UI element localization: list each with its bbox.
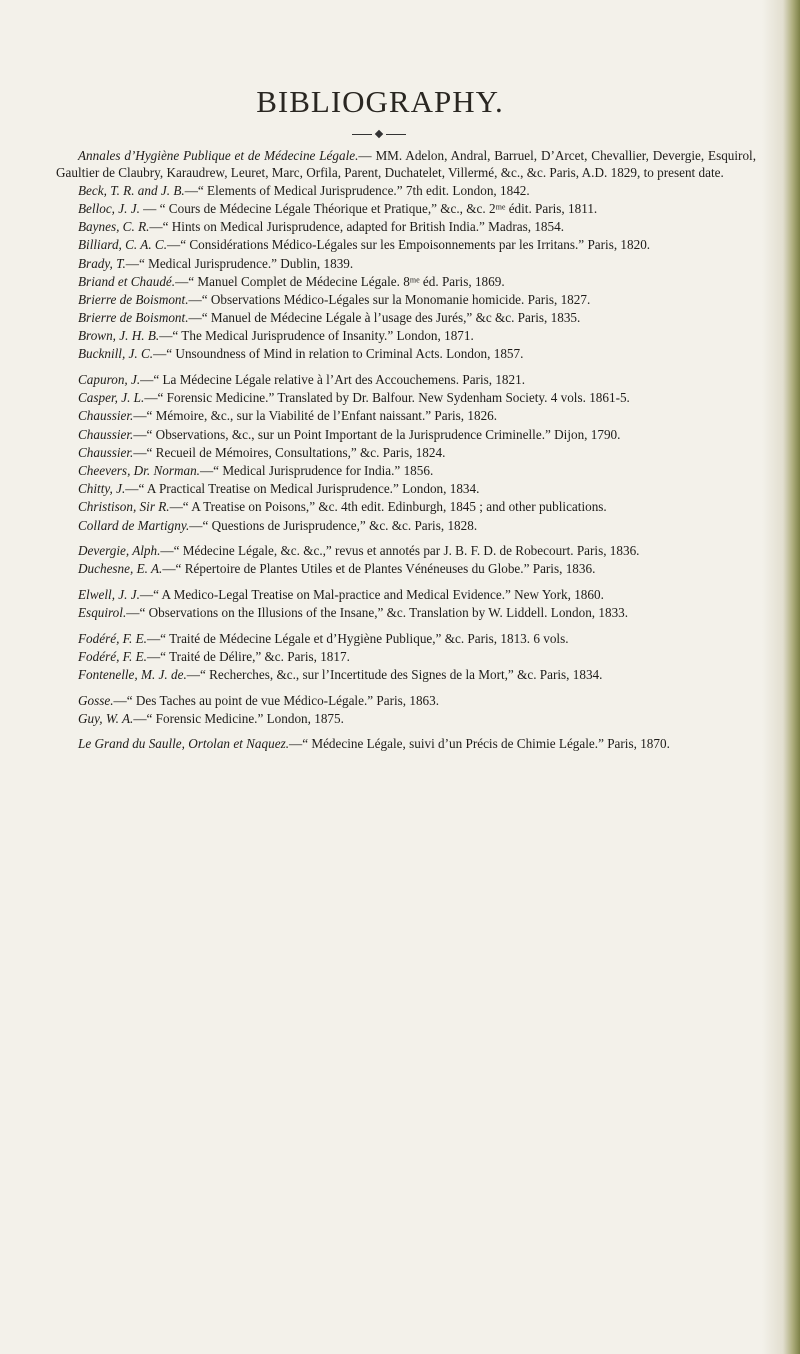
entry-author: Brierre de Boismont. bbox=[78, 291, 189, 307]
entry-author: Chaussier. bbox=[78, 408, 134, 424]
title-ornament bbox=[352, 131, 406, 139]
entry-author: Casper, J. L. bbox=[78, 390, 145, 406]
bibliography-entry bbox=[56, 237, 756, 254]
entry-text: —“ Répertoire de Plantes Utiles et de Plantes Vénéneuses du Globe.” Paris, 1836. bbox=[162, 561, 596, 577]
bibliography-entry bbox=[56, 736, 756, 753]
entry-author: Esquirol. bbox=[78, 605, 127, 621]
bibliography-entry bbox=[56, 543, 756, 560]
entry-author: Capuron, J. bbox=[78, 372, 141, 388]
entry-text: — MM. Adelon, Andral, Barruel, D’Arcet, Chevallier, Devergie, Esquirol, Gaultier de Claubry, Karaudrew, Leuret, Marc, Orfila, Parent, Duchatelet, Villermé, &c., &c. Paris, A.D. 1829, to present date. bbox=[56, 148, 756, 180]
entry-author: Fodéré, F. E. bbox=[78, 630, 147, 646]
entry-text: —“ Des Taches au point de vue Médico-Légale.” Paris, 1863. bbox=[113, 692, 440, 708]
entry-author: Belloc, J. J. bbox=[78, 200, 140, 216]
entry-text: —“ Hints on Medical Jurisprudence, adapted for British India.” Madras, 1854. bbox=[149, 219, 564, 235]
entry-author: Collard de Martigny. bbox=[78, 517, 190, 533]
bibliography-entry bbox=[56, 390, 756, 407]
entry-text: —“ A Treatise on Poisons,” &c. 4th edit. Edinburgh, 1845 ; and other publications. bbox=[169, 499, 607, 515]
entry-text: —“ Medical Jurisprudence.” Dublin, 1839. bbox=[125, 255, 354, 271]
bibliography-entry bbox=[56, 667, 756, 684]
entry-text: —“ Recherches, &c., sur l’Incertitude des Signes de la Mort,” &c. Paris, 1834. bbox=[186, 667, 603, 683]
bibliography-entry bbox=[56, 711, 756, 728]
entry-author: Chaussier. bbox=[78, 444, 134, 460]
bibliography-entry bbox=[56, 631, 756, 648]
bibliography-entry bbox=[56, 274, 756, 291]
entry-text: —“ The Medical Jurisprudence of Insanity.” London, 1871. bbox=[159, 328, 474, 344]
entry-text: —“ A Practical Treatise on Medical Jurisprudence.” London, 1834. bbox=[125, 481, 480, 497]
bibliography-entry bbox=[56, 518, 756, 535]
bibliography-entry bbox=[56, 481, 756, 498]
bibliography-entry bbox=[56, 256, 756, 273]
page-edge-shadow bbox=[762, 0, 800, 1354]
entry-text: —“ Medical Jurisprudence for India.” 1856. bbox=[199, 463, 434, 478]
entry-text: —“ Médecine Légale, suivi d’un Précis de Chimie Légale.” Paris, 1870. bbox=[289, 736, 670, 752]
entry-text: —“ Manuel de Médecine Légale à l’usage des Jurés,” &c &c. Paris, 1835. bbox=[188, 310, 581, 326]
entry-text: —“ Traité de Délire,” &c. Paris, 1817. bbox=[146, 648, 350, 664]
entry-text: —“ Observations, &c., sur un Point Important de la Jurisprudence Criminelle.” Dijon, 1790. bbox=[133, 426, 621, 442]
entry-text: —“ Questions de Jurisprudence,” &c. &c. Paris, 1828. bbox=[189, 517, 478, 533]
entry-author: Guy, W. A. bbox=[78, 710, 134, 726]
entry-text: —“ Manuel Complet de Médecine Légale. 8ᵐᵉ éd. Paris, 1869. bbox=[175, 273, 505, 289]
bibliography-entry bbox=[56, 463, 756, 480]
bibliography-entry bbox=[56, 499, 756, 516]
entry-text: —“ Considérations Médico-Légales sur les Empoisonnements par les Irritans.” Paris, 1820. bbox=[167, 237, 651, 253]
bibliography-entry bbox=[56, 693, 756, 710]
bibliography-entry bbox=[56, 310, 756, 327]
page-title: BIBLIOGRAPHY. bbox=[256, 84, 504, 119]
entry-text: —“ A Medico-Legal Treatise on Mal-practice and Medical Evidence.” New York, 1860. bbox=[139, 586, 604, 602]
bibliography-entry bbox=[56, 372, 756, 389]
entry-text: —“ La Médecine Légale relative à l’Art des Accouchemens. Paris, 1821. bbox=[140, 372, 526, 388]
entry-author: Beck, T. R. and J. B. bbox=[78, 182, 185, 198]
bibliography-entry bbox=[56, 292, 756, 309]
entry-text: —“ Unsoundness of Mind in relation to Criminal Acts. London, 1857. bbox=[153, 346, 524, 362]
entry-author: Duchesne, E. A. bbox=[78, 561, 163, 577]
bibliography-entry bbox=[56, 148, 756, 181]
entry-text: —“ Observations Médico-Légales sur la Monomanie homicide. Paris, 1827. bbox=[188, 291, 591, 307]
bibliography-entry bbox=[56, 605, 756, 622]
entry-text: — “ Cours de Médecine Légale Théorique et Pratique,” &c., &c. 2ᵐᵉ édit. Paris, 1811. bbox=[139, 200, 598, 216]
entry-author: Gosse. bbox=[78, 692, 114, 708]
entry-text: —“ Médecine Légale, &c. &c.,” revus et annotés par J. B. F. D. de Robecourt. Paris, 1836. bbox=[160, 543, 640, 559]
entry-author: Christison, Sir R. bbox=[78, 499, 170, 515]
bibliography-entry bbox=[56, 183, 756, 200]
bibliography-entry bbox=[56, 219, 756, 236]
entry-author: Cheevers, Dr. Norman. bbox=[78, 463, 200, 478]
entry-text: —“ Recueil de Mémoires, Consultations,” &c. Paris, 1824. bbox=[133, 444, 446, 460]
entry-author: Le Grand du Saulle, Ortolan et Naquez. bbox=[78, 736, 289, 752]
entry-author: Brierre de Boismont. bbox=[78, 310, 189, 326]
bibliography-entry bbox=[56, 201, 756, 218]
bibliography-list bbox=[56, 148, 756, 755]
entry-text: —“ Forensic Medicine.” Translated by Dr. Balfour. New Sydenham Society. 4 vols. 1861-5. bbox=[144, 390, 630, 406]
entry-author: Fodéré, F. E. bbox=[78, 648, 147, 664]
bibliography-entry bbox=[56, 587, 756, 604]
entry-author: Annales d’Hygiène Publique et de Médecine Légale. bbox=[78, 148, 359, 163]
entry-author: Chitty, J. bbox=[78, 481, 126, 497]
bibliography-entry bbox=[56, 427, 756, 444]
entry-author: Bucknill, J. C. bbox=[78, 346, 154, 362]
entry-author: Fontenelle, M. J. de. bbox=[78, 667, 187, 683]
entry-text: —“ Observations on the Illusions of the Insane,” &c. Translation by W. Liddell. London, 1833. bbox=[126, 605, 629, 621]
bibliography-entry bbox=[56, 408, 756, 425]
entry-text: —“ Elements of Medical Jurisprudence.” 7th edit. London, 1842. bbox=[184, 182, 530, 198]
entry-text: —“ Mémoire, &c., sur la Viabilité de l’Enfant naissant.” Paris, 1826. bbox=[133, 408, 498, 424]
entry-author: Chaussier. bbox=[78, 426, 134, 442]
entry-author: Devergie, Alph. bbox=[78, 543, 161, 559]
entry-author: Brown, J. H. B. bbox=[78, 328, 160, 344]
bibliography-entry bbox=[56, 346, 756, 363]
entry-text: —“ Traité de Médecine Légale et d’Hygiène Publique,” &c. Paris, 1813. 6 vols. bbox=[146, 630, 569, 646]
bibliography-entry bbox=[56, 328, 756, 345]
bibliography-entry bbox=[56, 649, 756, 666]
bibliography-entry bbox=[56, 561, 756, 578]
bibliography-entry bbox=[56, 445, 756, 462]
entry-author: Baynes, C. R. bbox=[78, 219, 150, 235]
entry-author: Billiard, C. A. C. bbox=[78, 237, 168, 253]
entry-author: Brady, T. bbox=[78, 255, 126, 271]
entry-author: Elwell, J. J. bbox=[78, 586, 140, 602]
entry-author: Briand et Chaudé. bbox=[78, 273, 176, 289]
entry-text: —“ Forensic Medicine.” London, 1875. bbox=[133, 710, 344, 726]
